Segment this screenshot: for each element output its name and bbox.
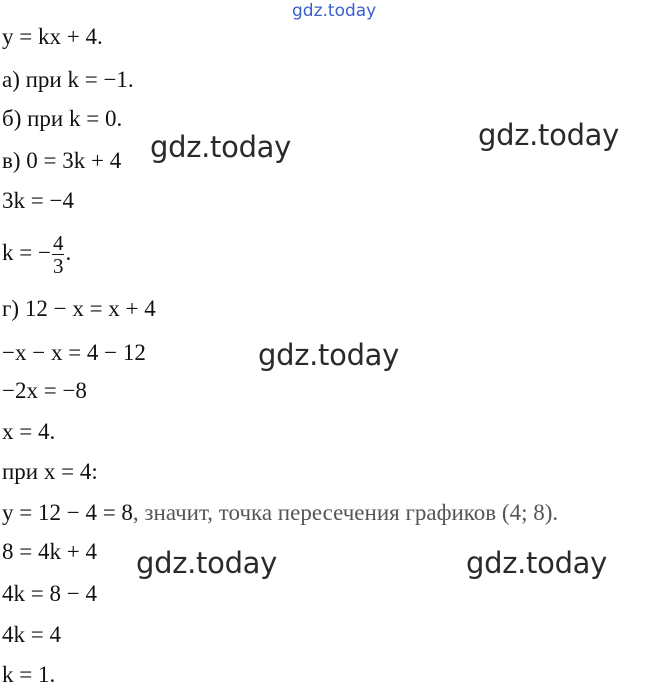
fraction	[52, 232, 65, 277]
intersection-equation: y = 12 − 4 = 8	[2, 500, 133, 525]
condition-line: при x = 4:	[2, 459, 98, 484]
watermark: gdz.today	[258, 338, 400, 372]
fraction-numerator: 4	[52, 231, 64, 255]
part-b-line: б) при k = 0.	[2, 106, 123, 131]
solution-line: x = 4.	[2, 419, 56, 444]
solution-line: 4k = 8 − 4	[2, 581, 97, 606]
part-c-line: в) 0 = 3k + 4	[2, 148, 122, 173]
fraction-line	[2, 232, 71, 277]
watermark: gdz.today	[150, 130, 292, 164]
watermark: gdz.today	[478, 118, 620, 152]
fraction-denominator: 3	[52, 254, 64, 278]
solution-line: 4k = 4	[2, 622, 61, 647]
solution-line: 8 = 4k + 4	[2, 539, 97, 564]
answer-line: k = 1.	[2, 662, 56, 687]
watermark: gdz.today	[136, 546, 278, 580]
intersection-line	[2, 500, 558, 526]
solution-line: −2x = −8	[2, 378, 87, 403]
fraction-prefix: k = −	[2, 239, 51, 265]
fraction-suffix: .	[65, 239, 72, 265]
equation-line: y = kx + 4.	[2, 24, 103, 49]
intersection-conclusion: , значит, точка пересечения графиков (4; 8).	[132, 500, 559, 525]
solution-line: −x − x = 4 − 12	[2, 340, 146, 365]
part-d-line: г) 12 − x = x + 4	[2, 296, 156, 321]
watermark: gdz.today	[466, 546, 608, 580]
solution-line: 3k = −4	[2, 188, 74, 213]
watermark-top: gdz.today	[292, 1, 377, 21]
part-a-line: а) при k = −1.	[2, 67, 134, 92]
